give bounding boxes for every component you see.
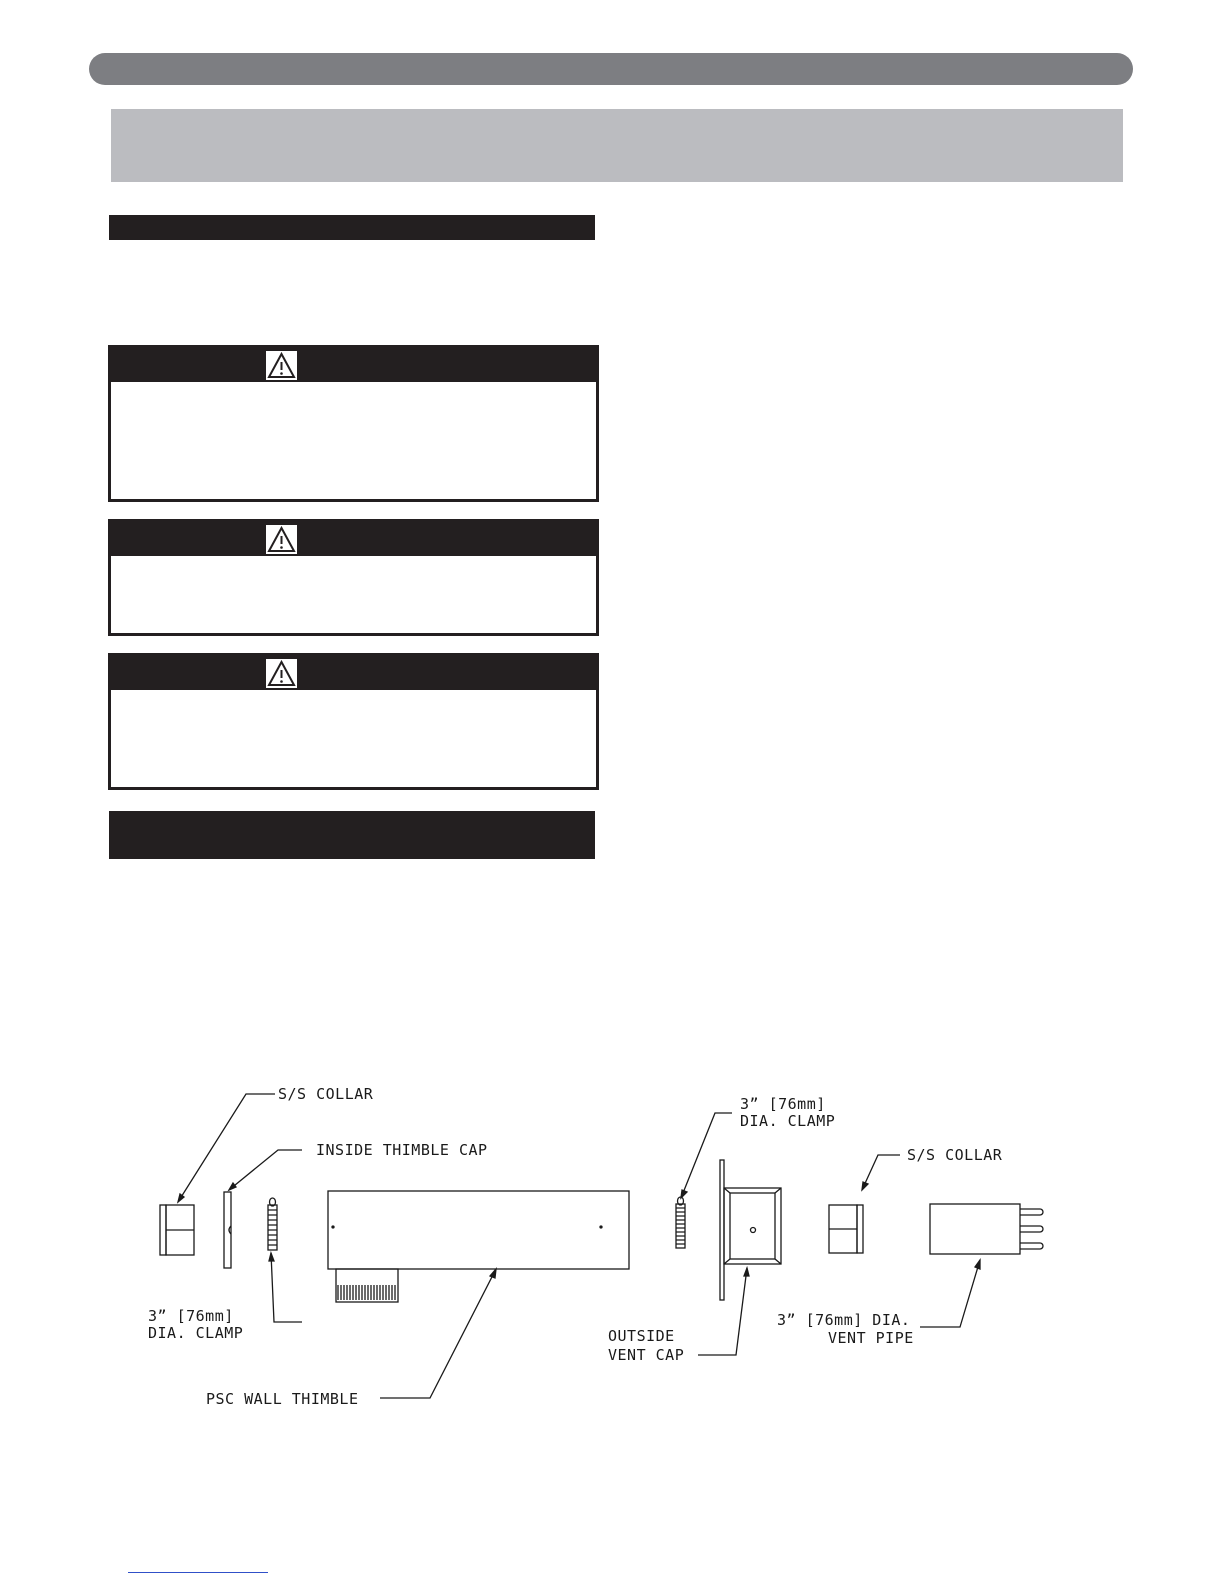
clamp-right-part — [676, 1197, 685, 1248]
warning-box-1 — [108, 345, 599, 502]
leader-inside-thimble-cap — [229, 1150, 302, 1190]
label-clamp-left-line2: DIA. CLAMP — [148, 1324, 244, 1342]
title-band — [111, 109, 1123, 182]
label-clamp-left-line1: 3” [76mm] — [148, 1307, 234, 1325]
leader-outside-vent-cap — [698, 1268, 747, 1355]
label-outside-vent-cap-line1: OUTSIDE — [608, 1327, 675, 1345]
warning-header — [111, 348, 596, 382]
vent-kit-diagram — [140, 1080, 1090, 1420]
psc-wall-thimble-part — [328, 1191, 629, 1302]
ss-collar-right-part — [829, 1205, 863, 1253]
vent-pipe-part — [930, 1204, 1043, 1254]
label-vent-pipe-line2: VENT PIPE — [828, 1329, 914, 1347]
leader-ss-collar-left — [178, 1094, 275, 1202]
label-clamp-right-line1: 3” [76mm] — [740, 1095, 826, 1113]
warning-header — [111, 656, 596, 690]
label-ss-collar-left: S/S COLLAR — [278, 1085, 374, 1103]
clamp-left-part — [268, 1198, 277, 1250]
label-outside-vent-cap-line2: VENT CAP — [608, 1346, 685, 1364]
label-clamp-right-line2: DIA. CLAMP — [740, 1112, 836, 1130]
warning-triangle-icon — [266, 659, 297, 688]
label-vent-pipe-line1: 3” [76mm] DIA. — [777, 1311, 911, 1329]
warning-triangle-icon — [266, 351, 297, 380]
page-header-bar — [89, 53, 1133, 85]
ss-collar-left-part — [160, 1205, 194, 1255]
section-heading-bar-2 — [109, 811, 595, 859]
inside-thimble-cap-part — [224, 1192, 231, 1268]
warning-box-3 — [108, 653, 599, 790]
warning-header — [111, 522, 596, 556]
label-inside-thimble-cap: INSIDE THIMBLE CAP — [316, 1141, 488, 1159]
label-ss-collar-right: S/S COLLAR — [907, 1146, 1003, 1164]
leader-clamp-left — [271, 1253, 302, 1322]
footer-link-underline[interactable] — [128, 1572, 268, 1573]
leader-vent-pipe — [920, 1260, 980, 1327]
section-heading-bar — [109, 215, 595, 240]
label-psc-wall-thimble: PSC WALL THIMBLE — [206, 1390, 359, 1408]
warning-triangle-icon — [266, 525, 297, 554]
warning-box-2 — [108, 519, 599, 636]
outside-vent-cap-part — [720, 1160, 781, 1300]
